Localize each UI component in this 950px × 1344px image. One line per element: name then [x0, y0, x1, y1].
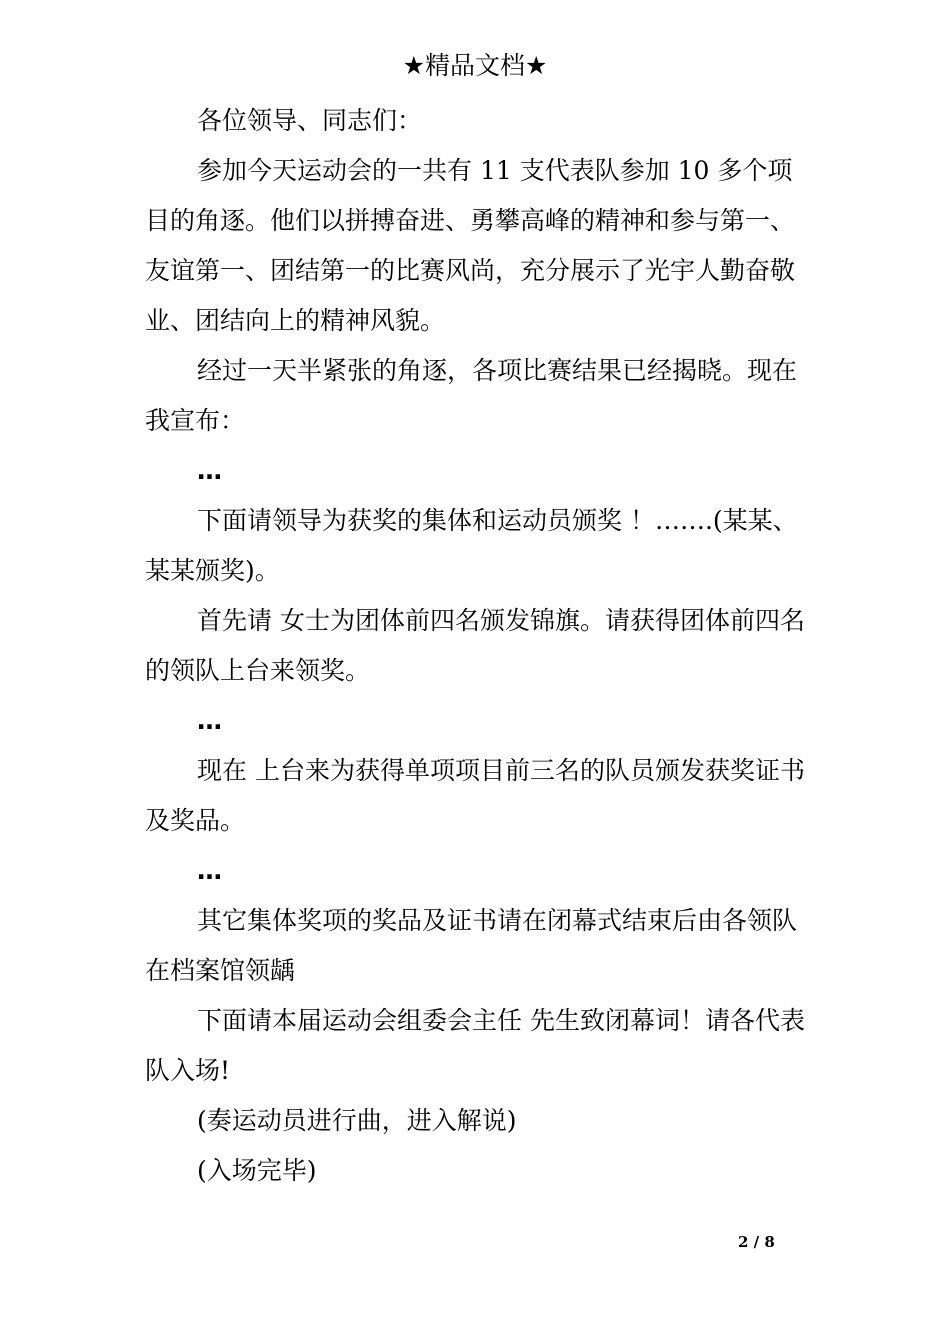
paragraph-intro: 参加今天运动会的一共有 11 支代表队参加 10 多个项目的角逐。他们以拼搏奋进、勇攀高峰的精神和参与第一、友谊第一、团结第一的比赛风尚，充分展示了光宇人勤奋敬业、团结向上的精神风貌。: [145, 156, 796, 335]
paragraph-individual-awards: 现在 上台来为获得单项项目前三名的队员颁发获奖证书及奖品。: [145, 756, 805, 835]
salutation: 各位领导、同志们：: [197, 106, 423, 135]
ellipsis-marker: …: [197, 456, 222, 485]
paragraph-entry-complete: (入场完毕): [197, 1156, 317, 1185]
paragraph-results: 经过一天半紧张的角逐，各项比赛结果已经揭晓。现在我宣布：: [145, 356, 798, 435]
paragraph-closing-speech: 下面请本届运动会组委会主任 先生致闭幕词！请各代表队入场!: [145, 1006, 805, 1085]
paragraph-award-ceremony: 下面请领导为获奖的集体和运动员颁奖 ！…….(某某、某某颁奖)。: [145, 506, 798, 585]
document-body: [145, 96, 807, 1196]
ellipsis-marker: …: [197, 706, 222, 735]
page-header-title: ★精品文档★: [402, 51, 548, 80]
ellipsis-marker: …: [197, 856, 222, 885]
paragraph-march-music: (奏运动员进行曲，进入解说): [197, 1106, 517, 1135]
paragraph-team-awards: 首先请 女士为团体前四名颁发锦旗。请获得团体前四名的领队上台来领奖。: [145, 606, 805, 685]
page-number: 2 / 8: [738, 1233, 775, 1251]
paragraph-other-awards: 其它集体奖项的奖品及证书请在闭幕式结束后由各领队在档案馆领龋: [145, 906, 798, 985]
